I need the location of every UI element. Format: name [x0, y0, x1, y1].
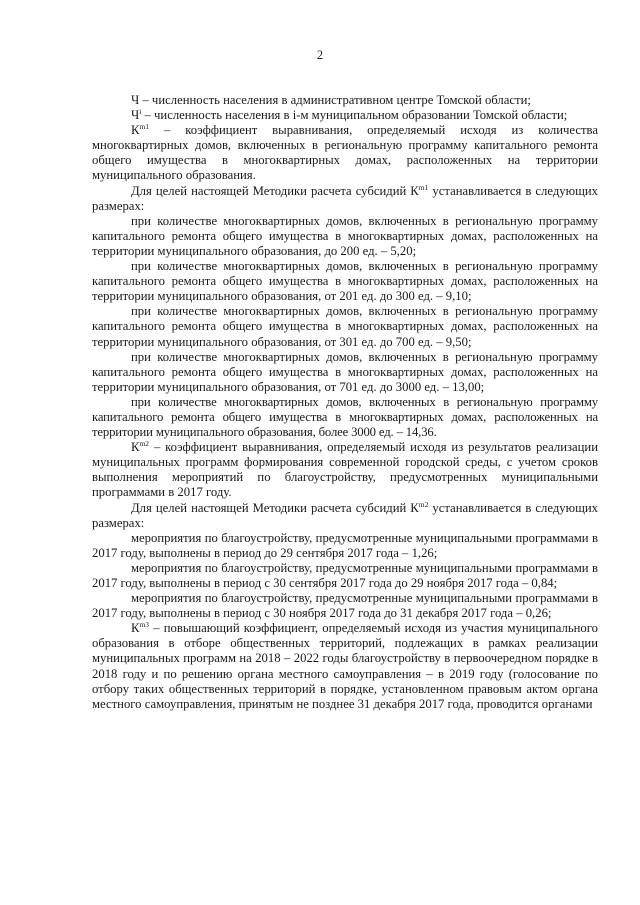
- paragraph-coefficient-km1-definition: [92, 123, 598, 183]
- paragraph-text: при количестве многоквартирных домов, включенных в региональную программу капитального ремонта общего имущества в многоквартирных домах, расположенных на территории муниципального образования, от 701 ед. до 3000 ед. – 13,00;: [92, 349, 598, 394]
- paragraph-coefficient-km2-definition: [92, 440, 598, 500]
- paragraph-text: мероприятия по благоустройству, предусмотренные муниципальными программами в 2017 году, выполнены в период с 30 ноября 2017 года до 31 декабря 2017 года – 0,26;: [92, 591, 598, 621]
- paragraph-km1-701-3000: [92, 350, 598, 395]
- paragraph-km1-over-3000: [92, 395, 598, 440]
- paragraph-text: при количестве многоквартирных домов, включенных в региональную программу капитального ремонта общего имущества в многоквартирных домах, расположенных на территории муниципального образования, от 201 ед. до 300 ед. – 9,10;: [92, 259, 598, 304]
- superscript: i: [139, 107, 142, 117]
- paragraph-text: Ч – численность населения в административном центре Томской области;: [131, 93, 531, 107]
- paragraph-km1-up-to-200: [92, 214, 598, 259]
- paragraph-text: Для целей настоящей Методики расчета субсидий К: [131, 183, 419, 198]
- paragraph-coefficient-km3-definition: [92, 621, 598, 712]
- paragraph-text: при количестве многоквартирных домов, включенных в региональную программу капитального ремонта общего имущества в многоквартирных домах, расположенных на территории муниципального образования, более 3000 ед. – 14,36.: [92, 394, 598, 440]
- paragraph-text: Для целей настоящей Методики расчета субсидий К: [131, 500, 419, 515]
- paragraph-km2-sep-30-nov-29: [92, 561, 598, 591]
- paragraph-population-center: [92, 93, 598, 108]
- paragraph-km1-301-700: [92, 304, 598, 349]
- paragraph-text: при количестве многоквартирных домов, включенных в региональную программу капитального ремонта общего имущества в многоквартирных домах, расположенных на территории муниципального образования, до 200 ед. – 5,20;: [92, 213, 598, 258]
- paragraph-km1-201-300: [92, 259, 598, 304]
- paragraph-text: при количестве многоквартирных домов, включенных в региональную программу капитального ремонта общего имущества в многоквартирных домах, расположенных на территории муниципального образования, от 301 ед. до 700 ед. – 9,50;: [92, 304, 598, 349]
- symbol: К: [131, 123, 140, 138]
- symbol: К: [131, 621, 140, 636]
- paragraph-population-municipality: [92, 108, 598, 123]
- paragraph-text: – коэффициент выравнивания, определяемый исходя из количества многоквартирных домов, включенных в региональную программу капитального ремонта общего имущества в многоквартирных домах, расположенных на территории муниципального образования.: [92, 123, 598, 183]
- paragraph-text: мероприятия по благоустройству, предусмотренные муниципальными программами в 2017 году, выполнены в период с 30 сентября 2017 года до 29 ноября 2017 года – 0,84;: [92, 560, 598, 590]
- superscript: m1: [418, 182, 429, 192]
- paragraph-text: – повышающий коэффициент, определяемый исходя из участия муниципального образования в отборе общественных территорий, подлежащих в рамках реализации муниципальных программ на 2018 – 2022 годы благоустройству в первоочередном порядке в 2018 году и по решению органа местного самоуправления – в 2019 году (голосование по отбору таких общественных территорий в порядке, установленном правовым актом органа местного самоуправления, принятым не позднее 31 декабря 2017 года, проводится органами: [92, 621, 598, 711]
- paragraph-km2-sizes-intro: [92, 501, 598, 531]
- superscript: m1: [139, 122, 150, 132]
- paragraph-km2-nov-30-dec-31: [92, 591, 598, 621]
- document-body: [92, 93, 598, 712]
- paragraph-km1-sizes-intro: [92, 184, 598, 214]
- page-number: 2: [316, 48, 324, 62]
- paragraph-km2-before-sep-29: [92, 531, 598, 561]
- paragraph-text: – коэффициент выравнивания, определяемый исходя из результатов реализации муниципальных программ формирования современной городской среды, с учетом сроков выполнения мероприятий по благоустройству, предусмотренных муниципальными программами в 2017 году.: [92, 440, 598, 500]
- paragraph-text: устанавливается в следующих размерах:: [92, 500, 599, 530]
- superscript: m3: [139, 620, 150, 630]
- superscript: m2: [139, 439, 150, 449]
- paragraph-text: устанавливается в следующих размерах:: [92, 183, 599, 213]
- paragraph-text: – численность населения в i-м муниципальном образовании Томской области;: [141, 108, 568, 123]
- symbol: К: [131, 440, 140, 455]
- paragraph-text: мероприятия по благоустройству, предусмотренные муниципальными программами в 2017 году, выполнены в период до 29 сентября 2017 года – 1,26;: [92, 530, 598, 560]
- symbol: Ч: [131, 108, 140, 123]
- superscript: m2: [418, 499, 429, 509]
